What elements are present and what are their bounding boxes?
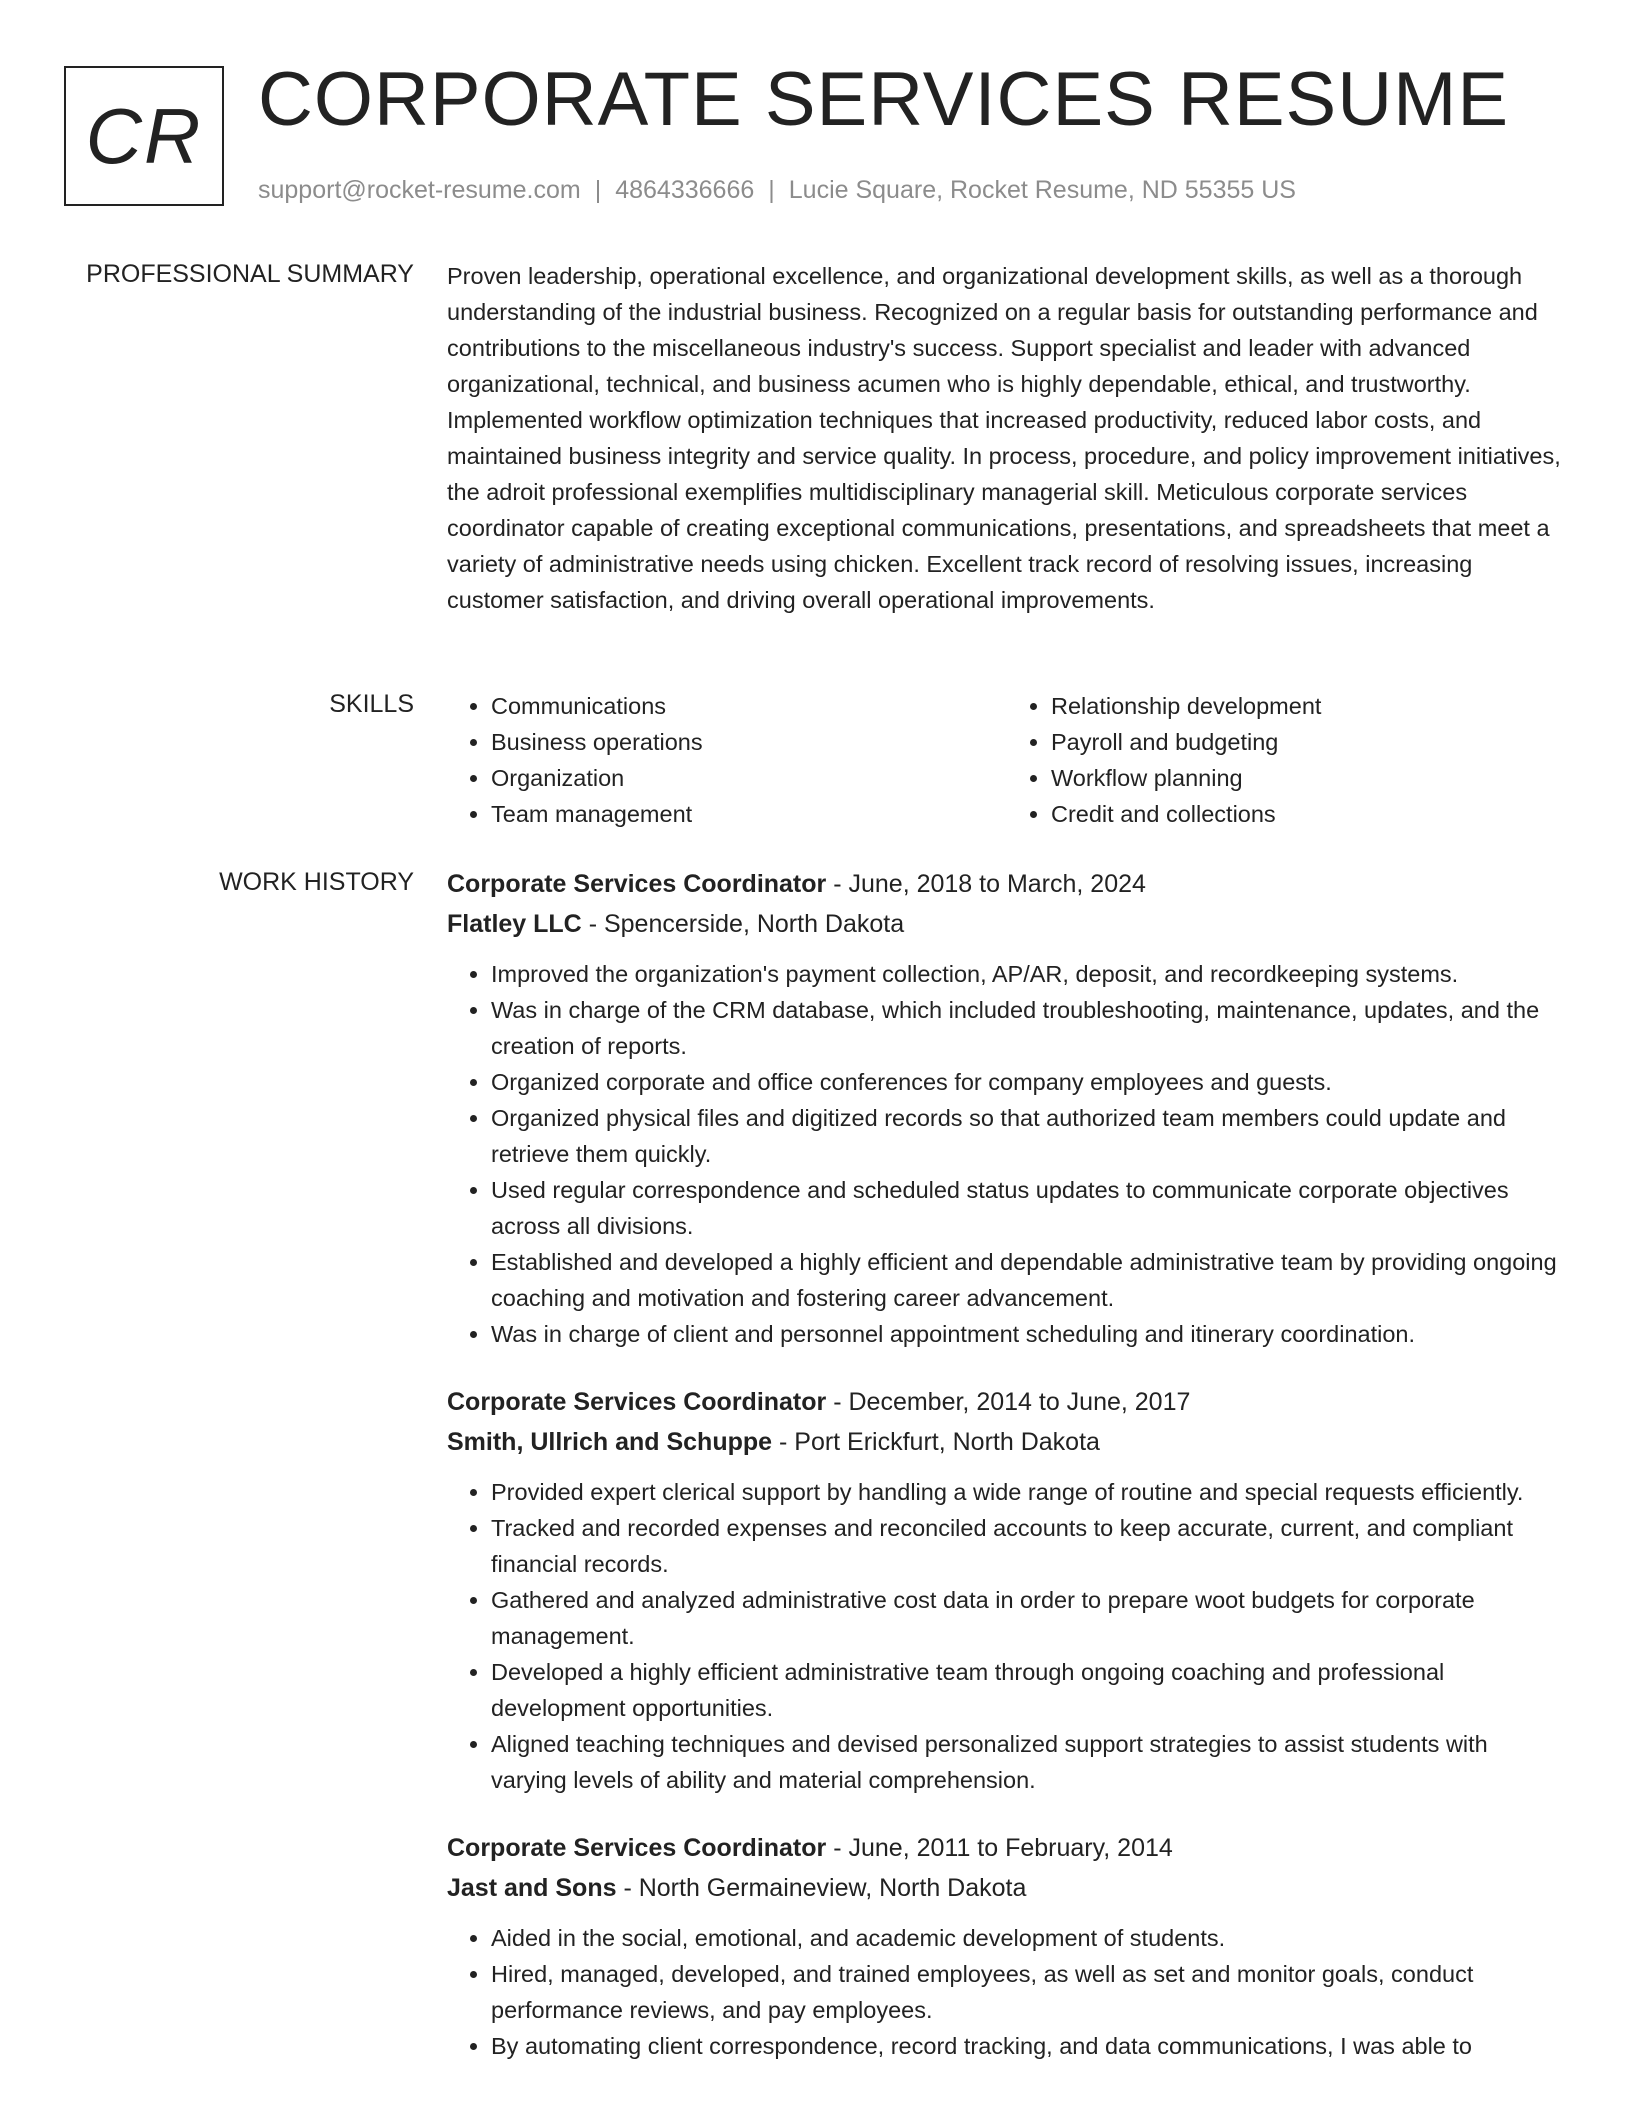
- job-company-line: [447, 1868, 1567, 1908]
- skills-heading: SKILLS: [329, 690, 414, 718]
- job-entry: [447, 1828, 1567, 2064]
- contact-email: support@rocket-resume.com: [258, 176, 581, 204]
- resume-title: CORPORATE SERVICES RESUME: [258, 57, 1510, 142]
- skill-item: • Team management: [491, 796, 1007, 832]
- job-company-line: [447, 1422, 1567, 1462]
- job-bullets: [447, 1474, 1567, 1798]
- job-bullet: • Organized physical files and digitized records so that authorized team members could update and retrieve them quickly.: [491, 1100, 1567, 1172]
- skills-body: [447, 688, 1567, 832]
- job-bullet: • Hired, managed, developed, and trained employees, as well as set and monitor goals, conduct performance reviews, and pay employees.: [491, 1956, 1567, 2028]
- job-title: Corporate Services Coordinator: [447, 1388, 827, 1416]
- skill-item: • Business operations: [491, 724, 1007, 760]
- summary-body: [447, 258, 1567, 618]
- skill-item: • Payroll and budgeting: [1051, 724, 1567, 760]
- job-bullet: • Provided expert clerical support by handling a wide range of routine and special requests efficiently.: [491, 1474, 1567, 1510]
- skill-item: • Workflow planning: [1051, 760, 1567, 796]
- job-title: Corporate Services Coordinator: [447, 870, 827, 898]
- contact-phone: 4864336666: [615, 176, 755, 204]
- job-location: - Spencerside, North Dakota: [581, 910, 905, 938]
- skill-item: • Communications: [491, 688, 1007, 724]
- job-dates: - June, 2011 to February, 2014: [826, 1834, 1173, 1862]
- job-company: Flatley LLC: [447, 910, 582, 938]
- contact-separator: |: [768, 176, 775, 204]
- job-bullet: • Established and developed a highly efficient and dependable administrative team by providing ongoing coaching and motivation and fostering career advancement.: [491, 1244, 1567, 1316]
- job-bullet: • Gathered and analyzed administrative cost data in order to prepare woot budgets for corporate management.: [491, 1582, 1567, 1654]
- job-bullet: • Aided in the social, emotional, and academic development of students.: [491, 1920, 1567, 1956]
- skill-item: • Organization: [491, 760, 1007, 796]
- job-title-line: [447, 1382, 1567, 1422]
- job-title-line: [447, 1828, 1567, 1868]
- job-dates: - June, 2018 to March, 2024: [826, 870, 1146, 898]
- job-bullets: [447, 1920, 1567, 2064]
- job-bullets: [447, 956, 1567, 1352]
- summary-text: Proven leadership, operational excellence, and organizational development skills, as well as a thorough understanding of the industrial business. Recognized on a regular basis for outstanding performance and contributions to the miscellaneous industry's success. Support specialist and leader with advanced organizational, technical, and business acumen who is highly dependable, ethical, and trustworthy. Implemented workflow optimization techniques that increased productivity, reduced labor costs, and maintained business integrity and service quality. In process, procedure, and policy improvement initiatives, the adroit professional exemplifies multidisciplinary managerial skill. Meticulous corporate services coordinator capable of creating exceptional communications, presentations, and spreadsheets that meet a variety of administrative needs using chicken. Excellent track record of resolving issues, increasing customer satisfaction, and driving overall operational improvements.: [447, 263, 1561, 613]
- work-history-heading: WORK HISTORY: [219, 868, 414, 896]
- job-bullet: • Improved the organization's payment collection, AP/AR, deposit, and recordkeeping systems.: [491, 956, 1567, 992]
- contact-address: Lucie Square, Rocket Resume, ND 55355 US: [788, 176, 1296, 204]
- contact-separator: |: [594, 176, 602, 204]
- summary-heading: PROFESSIONAL SUMMARY: [86, 260, 414, 288]
- job-title: Corporate Services Coordinator: [447, 1834, 827, 1862]
- skills-list-left: [447, 688, 1007, 832]
- job-bullet: • Aligned teaching techniques and devised personalized support strategies to assist students with varying levels of ability and material comprehension.: [491, 1726, 1567, 1798]
- job-bullet: • Was in charge of client and personnel appointment scheduling and itinerary coordination.: [491, 1316, 1567, 1352]
- job-location: - North Germaineview, North Dakota: [616, 1874, 1027, 1902]
- job-location: - Port Erickfurt, North Dakota: [772, 1428, 1100, 1456]
- contact-line: [258, 176, 1296, 205]
- job-company-line: [447, 904, 1567, 944]
- job-entry: [447, 864, 1567, 1352]
- job-bullet: • Developed a highly efficient administrative team through ongoing coaching and professional development opportunities.: [491, 1654, 1567, 1726]
- job-bullet: • By automating client correspondence, record tracking, and data communications, I was able to: [491, 2028, 1567, 2064]
- skill-item: • Relationship development: [1051, 688, 1567, 724]
- skills-list-right: [1007, 688, 1567, 832]
- skill-item: • Credit and collections: [1051, 796, 1567, 832]
- job-company: Smith, Ullrich and Schuppe: [447, 1428, 773, 1456]
- job-bullet: • Used regular correspondence and scheduled status updates to communicate corporate objectives across all divisions.: [491, 1172, 1567, 1244]
- job-title-line: [447, 864, 1567, 904]
- job-company: Jast and Sons: [447, 1874, 617, 1902]
- job-entry: [447, 1382, 1567, 1798]
- work-history-body: [447, 864, 1567, 2094]
- monogram-logo: CR: [64, 66, 224, 206]
- job-bullet: • Was in charge of the CRM database, which included troubleshooting, maintenance, updates, and the creation of reports.: [491, 992, 1567, 1064]
- job-dates: - December, 2014 to June, 2017: [826, 1388, 1191, 1416]
- job-bullet: • Tracked and recorded expenses and reconciled accounts to keep accurate, current, and compliant financial records.: [491, 1510, 1567, 1582]
- job-bullet: • Organized corporate and office conferences for company employees and guests.: [491, 1064, 1567, 1100]
